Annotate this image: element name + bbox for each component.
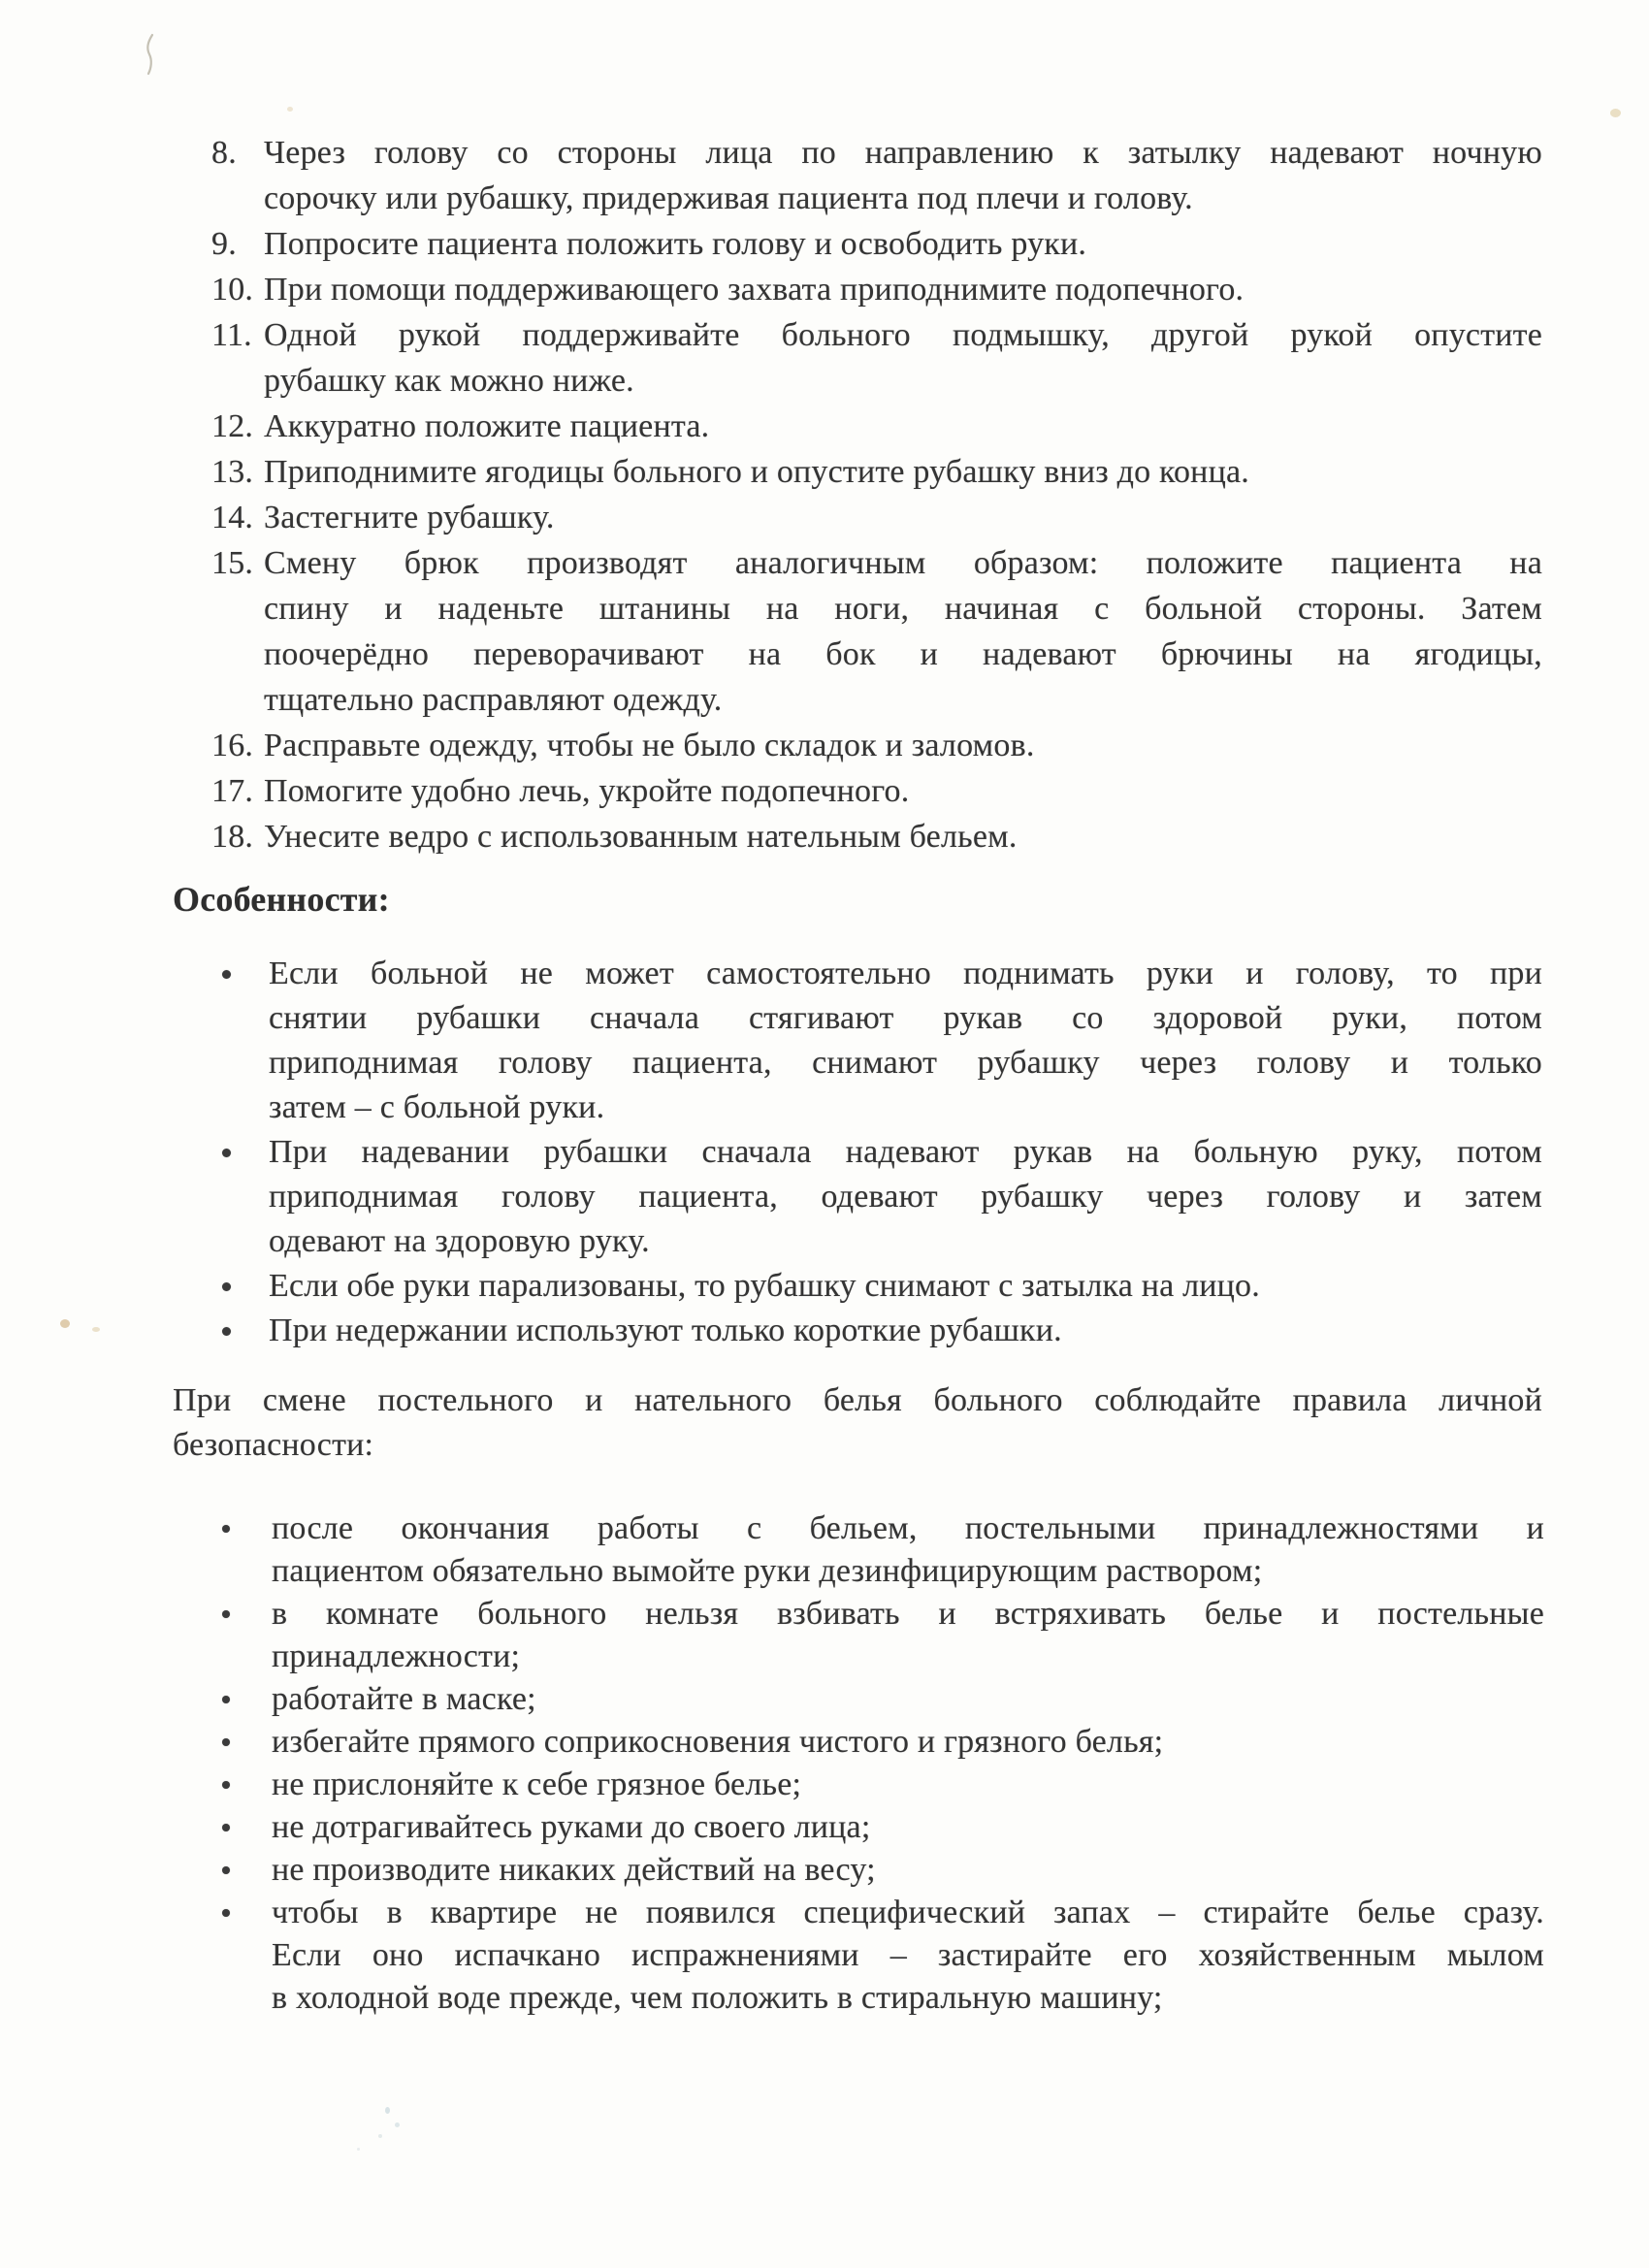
text-line: Если оно испачкано испражнениями – застирайте его хозяйственным мылом	[272, 1937, 1544, 1973]
text-line: Помогите удобно лечь, укройте подопечного.	[264, 773, 910, 809]
bullet-dot-icon	[222, 1610, 230, 1618]
numbered-list	[211, 130, 1542, 859]
item-number: 14.	[211, 500, 254, 535]
text-line: избегайте прямого соприкосновения чистого и грязного белья;	[272, 1724, 1164, 1760]
scan-speck	[378, 2134, 382, 2138]
text-line: не дотрагивайтесь руками до своего лица;	[272, 1809, 871, 1845]
text-line: поочерёдно переворачивают на бок и надевают брючины на ягодицы,	[264, 636, 1542, 672]
bullet-dot-icon	[222, 970, 231, 979]
text-line: затем – с больной руки.	[269, 1089, 605, 1125]
list-item-10	[211, 267, 1542, 312]
list-item-15	[211, 540, 1542, 723]
item-number: 9.	[211, 226, 237, 262]
features-heading: Особенности:	[173, 880, 390, 919]
text-line: не прислоняйте к себе грязное белье;	[272, 1766, 802, 1802]
item-number: 13.	[211, 454, 254, 490]
text-line: работайте в маске;	[272, 1681, 536, 1717]
text-line: после окончания работы с бельем, постельными принадлежностями и	[272, 1510, 1544, 1546]
text-line: Через голову со стороны лица по направлению к затылку надевают ночную	[264, 135, 1542, 171]
scan-squiggle-artifact	[144, 33, 157, 76]
text-line: При надевании рубашки сначала надевают рукав на больную руку, потом	[269, 1134, 1542, 1170]
safety-bullet-list	[220, 1507, 1544, 2020]
list-item-14	[211, 495, 1542, 540]
item-number: 17.	[211, 773, 254, 809]
text-line: одевают на здоровую руку.	[269, 1223, 650, 1259]
text-line: Одной рукой поддерживайте больного подмышку, другой рукой опустите	[264, 317, 1542, 353]
text-line: принадлежности;	[272, 1638, 521, 1674]
text-line: пациентом обязательно вымойте руки дезинфицирующим раствором;	[272, 1553, 1263, 1589]
scan-speck	[287, 107, 293, 112]
bullet-dot-icon	[222, 1866, 230, 1874]
text-line: Расправьте одежду, чтобы не было складок и заломов.	[264, 728, 1035, 763]
scan-speck	[395, 2122, 400, 2127]
list-item	[220, 1507, 1544, 1593]
item-number: 12.	[211, 408, 254, 444]
text-line: Унесите ведро с использованным нательным бельем.	[264, 819, 1018, 855]
bullet-dot-icon	[222, 1327, 231, 1336]
text-line: снятии рубашки сначала стягивают рукав со здоровой руки, потом	[269, 1000, 1542, 1036]
features-bullet-list	[220, 952, 1542, 1353]
text-line: При помощи поддерживающего захвата приподнимите подопечного.	[264, 272, 1245, 308]
text-line: приподнимая голову пациента, одевают рубашку через голову и затем	[269, 1179, 1542, 1215]
safety-intro-paragraph	[173, 1378, 1542, 1468]
list-item	[220, 952, 1542, 1130]
scan-speck	[92, 1327, 100, 1332]
text-line: При смене постельного и нательного белья больного соблюдайте правила личной	[173, 1382, 1542, 1418]
text-line: Попросите пациента положить голову и освободить руки.	[264, 226, 1087, 262]
text-line: сорочку или рубашку, придерживая пациента под плечи и голову.	[264, 180, 1193, 216]
list-item-12	[211, 404, 1542, 449]
list-item	[220, 1806, 1544, 1849]
item-number: 8.	[211, 135, 237, 171]
text-line: рубашку как можно ниже.	[264, 363, 634, 399]
bullet-dot-icon	[222, 1696, 230, 1703]
item-number: 18.	[211, 819, 254, 855]
list-item	[220, 1678, 1544, 1721]
list-item	[220, 1593, 1544, 1678]
list-item-18	[211, 814, 1542, 859]
text-line: Если обе руки парализованы, то рубашку снимают с затылка на лицо.	[269, 1268, 1260, 1304]
text-line: спину и наденьте штанины на ноги, начиная с больной стороны. Затем	[264, 591, 1542, 627]
scan-speck	[60, 1319, 70, 1328]
text-line: не производите никаких действий на весу;	[272, 1852, 876, 1888]
bullet-dot-icon	[222, 1781, 230, 1789]
text-line: безопасности:	[173, 1427, 374, 1463]
scan-speck	[357, 2148, 360, 2151]
text-line: приподнимая голову пациента, снимают рубашку через голову и только	[269, 1045, 1542, 1081]
item-number: 15.	[211, 545, 254, 581]
text-line: в холодной воде прежде, чем положить в стиральную машину;	[272, 1980, 1163, 2016]
text-line: При недержании используют только короткие рубашки.	[269, 1312, 1062, 1348]
bullet-dot-icon	[222, 1282, 231, 1291]
bullet-dot-icon	[222, 1738, 230, 1746]
text-line: Приподнимите ягодицы больного и опустите рубашку вниз до конца.	[264, 454, 1249, 490]
list-item	[220, 1849, 1544, 1892]
scan-speck	[385, 2107, 390, 2114]
text-line: Аккуратно положите пациента.	[264, 408, 710, 444]
list-item-11	[211, 312, 1542, 404]
text-line: Смену брюк производят аналогичным образом: положите пациента на	[264, 545, 1542, 581]
list-item	[220, 1309, 1542, 1353]
list-item	[220, 1721, 1544, 1764]
scan-speck	[1610, 109, 1621, 117]
list-item	[220, 1892, 1544, 2020]
text-line: в комнате больного нельзя взбивать и встряхивать белье и постельные	[272, 1596, 1544, 1632]
list-item-16	[211, 723, 1542, 768]
bullet-dot-icon	[222, 1824, 230, 1831]
text-line: чтобы в квартире не появился специфический запах – стирайте белье сразу.	[272, 1895, 1544, 1930]
item-number: 10.	[211, 272, 254, 308]
list-item	[220, 1130, 1542, 1264]
bullet-dot-icon	[222, 1149, 231, 1157]
list-item	[220, 1764, 1544, 1806]
bullet-dot-icon	[222, 1909, 230, 1917]
list-item-8	[211, 130, 1542, 221]
item-number: 16.	[211, 728, 254, 763]
list-item-17	[211, 768, 1542, 814]
list-item-9	[211, 221, 1542, 267]
text-line: тщательно расправляют одежду.	[264, 682, 723, 718]
list-item	[220, 1264, 1542, 1309]
list-item-13	[211, 449, 1542, 495]
bullet-dot-icon	[222, 1525, 230, 1533]
item-number: 11.	[211, 317, 252, 353]
text-line: Застегните рубашку.	[264, 500, 555, 535]
text-line: Если больной не может самостоятельно поднимать руки и голову, то при	[269, 956, 1542, 991]
